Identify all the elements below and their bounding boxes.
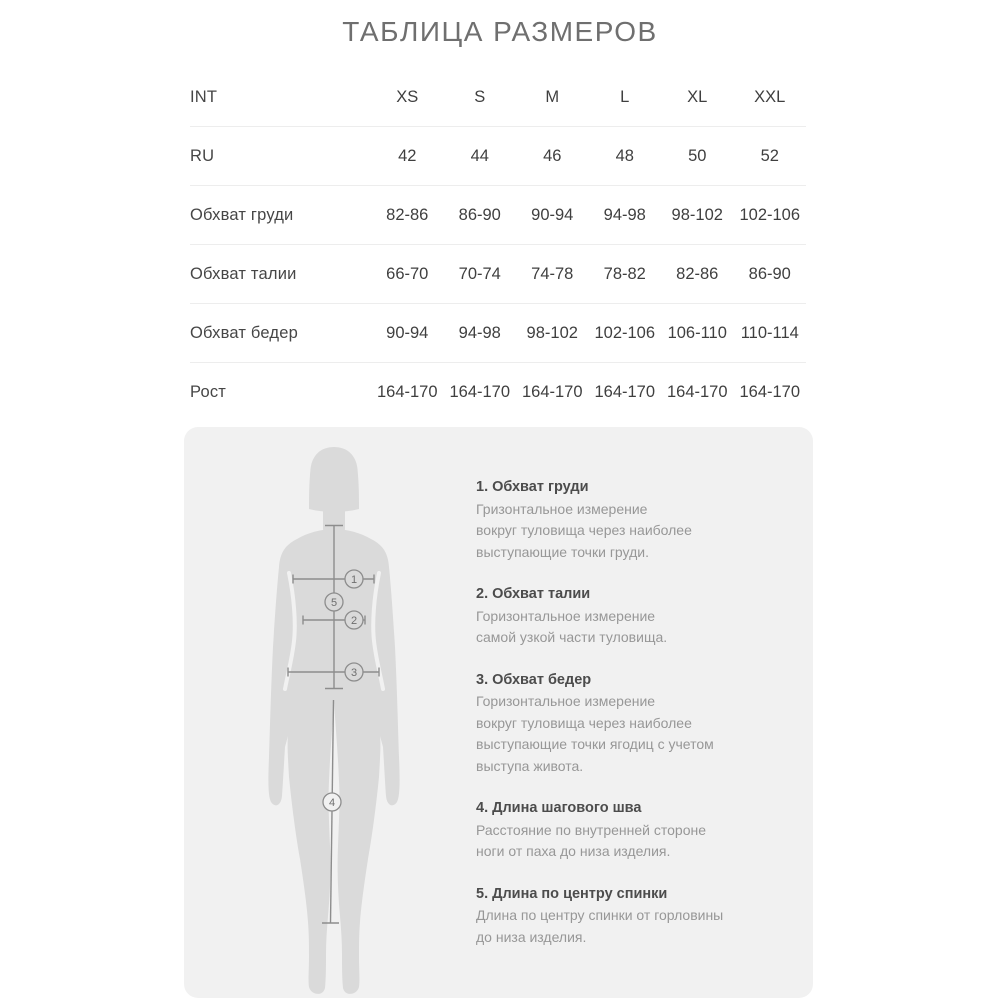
table-cell: 90-94 [386, 323, 429, 342]
table-cell: 86-90 [748, 264, 791, 283]
table-cell: 102-106 [594, 323, 656, 342]
measurements-panel [184, 427, 813, 998]
table-cell: XXL [754, 87, 786, 106]
measurement-section-line: Горизонтальное измерение [476, 693, 656, 709]
measurement-section-line: Длина по центру спинки от горловины [476, 907, 724, 923]
marker-2-label: 2 [350, 615, 358, 627]
measurement-section-line: Горизонтальное измерение [476, 607, 656, 624]
table-cell: 52 [760, 146, 779, 165]
table-row-label: Обхват груди [190, 205, 294, 224]
table-cell: XS [396, 87, 419, 106]
measurement-section [476, 884, 796, 949]
marker-5-label: 5 [330, 597, 338, 609]
marker-2 [345, 611, 363, 629]
measurement-section-line: Расстояние по внутренней стороне [476, 821, 707, 838]
measurement-section-line: ноги от паха до низа изделия. [476, 843, 671, 859]
measurement-section-heading: 3. Обхват бедер [476, 671, 592, 688]
table-cell: 82-86 [386, 205, 429, 224]
marker-4-label: 4 [328, 797, 336, 809]
measurement-section [476, 798, 796, 863]
measurement-section-heading: 1. Обхват груди [476, 479, 589, 495]
table-cell: 66-70 [386, 264, 429, 283]
table-cell: 70-74 [458, 264, 501, 283]
table-cell: 164-170 [449, 382, 511, 401]
table-cell: 90-94 [531, 205, 574, 224]
measurement-section-line: выступающие точки ягодиц с учетом [476, 736, 714, 752]
table-cell: 82-86 [676, 264, 719, 283]
table-row-label: Обхват бедер [190, 323, 298, 342]
marker-1 [345, 570, 363, 588]
table-cell: 94-98 [458, 323, 501, 342]
table-cell: 74-78 [531, 264, 574, 283]
measurement-section-line: выступающие точки груди. [476, 543, 649, 560]
marker-5 [325, 593, 343, 611]
table-cell: 98-102 [526, 323, 578, 342]
marker-3-label: 3 [350, 667, 358, 679]
measurement-section-heading: 4. Длина шагового шва [476, 800, 642, 816]
table-cell: 78-82 [603, 264, 646, 283]
measurement-section [476, 670, 796, 778]
table-cell: 110-114 [740, 323, 799, 342]
table-row-label: INT [190, 87, 218, 106]
table-cell: 102-106 [739, 205, 801, 224]
table-cell: 48 [615, 146, 634, 165]
measurement-section-heading: 5. Длина по центру спинки [476, 885, 668, 902]
table-cell: 164-170 [666, 382, 728, 401]
table-cell: 44 [470, 146, 489, 165]
table-cell: S [474, 87, 486, 106]
table-cell: 86-90 [458, 205, 501, 224]
marker-3 [345, 663, 363, 681]
table-cell: 46 [543, 146, 562, 165]
table-cell: 98-102 [671, 205, 723, 224]
table-cell: 106-110 [667, 323, 727, 342]
table-cell: XL [687, 87, 708, 106]
table-cell: 42 [398, 146, 417, 165]
table-cell: 164-170 [739, 382, 801, 401]
size-table [190, 68, 806, 421]
measurement-section-line: вокруг туловища через наиболее [476, 714, 692, 731]
measurement-section-line: самой узкой части туловища. [476, 629, 668, 645]
table-row [190, 68, 806, 127]
table-cell: 164-170 [521, 382, 583, 401]
body-measurement-figure [254, 445, 414, 998]
measurement-section-line: до низа изделия. [476, 928, 587, 945]
marker-1-label: 1 [350, 574, 358, 586]
measurement-descriptions [476, 477, 796, 969]
measurement-section-heading: 2. Обхват талии [476, 586, 591, 602]
measurement-section [476, 584, 796, 649]
table-cell: 164-170 [376, 382, 438, 401]
measurement-section-line: вокруг туловища через наиболее [476, 522, 692, 538]
table-row [190, 363, 806, 421]
table-row [190, 127, 806, 186]
measurement-section-line: выступа живота. [476, 757, 584, 774]
table-row-label: Обхват талии [190, 264, 297, 283]
table-row-label: Рост [190, 382, 227, 401]
table-cell: L [620, 87, 630, 106]
table-row [190, 304, 806, 363]
table-cell: 50 [688, 146, 707, 165]
marker-4 [323, 793, 341, 811]
measurement-section [476, 477, 796, 563]
table-row [190, 186, 806, 245]
table-cell: 94-98 [603, 205, 646, 224]
table-row [190, 245, 806, 304]
table-cell: 164-170 [594, 382, 656, 401]
page-title: ТАБЛИЦА РАЗМЕРОВ [342, 16, 658, 47]
measurement-section-line: Гризонтальное измерение [476, 500, 648, 517]
table-cell: M [545, 87, 560, 106]
table-row-label: RU [190, 146, 215, 165]
